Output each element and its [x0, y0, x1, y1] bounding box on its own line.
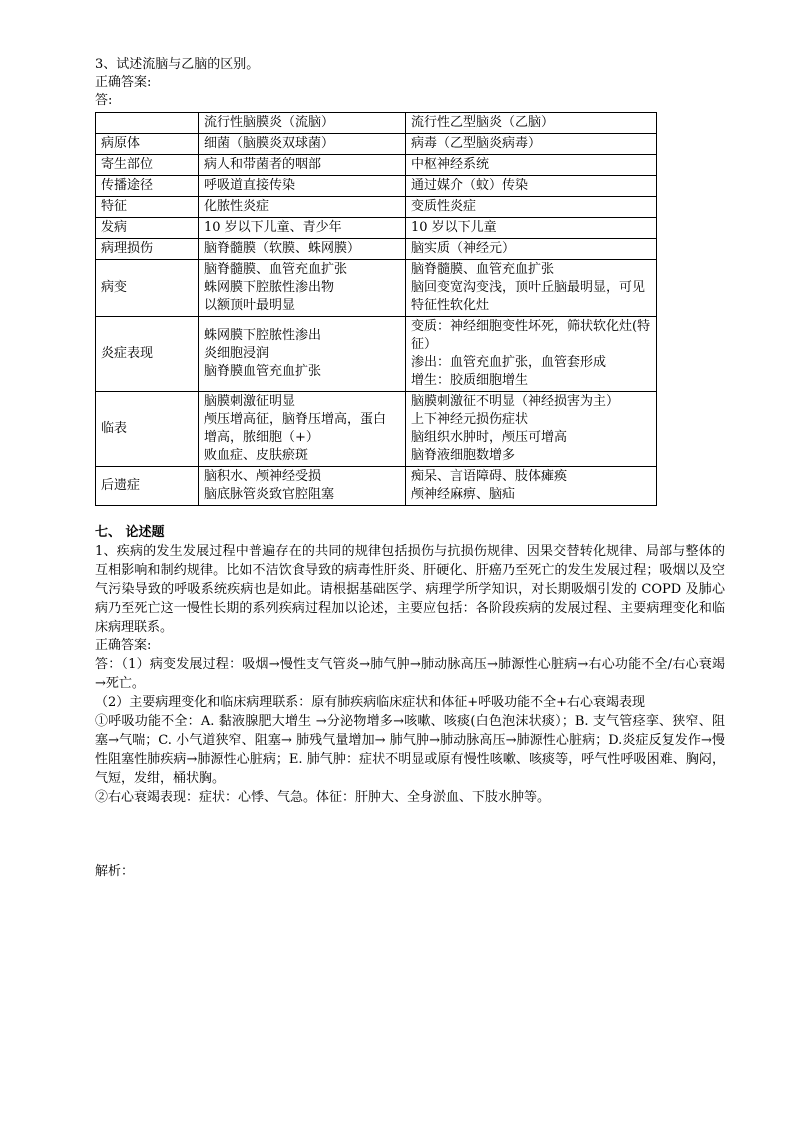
- row-label: 临表: [96, 392, 199, 467]
- cell-line: 脑脊髓膜（软膜、蛛网膜）: [204, 241, 361, 256]
- meningitis-cell: [199, 197, 406, 218]
- cell-line: 脑脊膜血管充血扩张: [204, 364, 322, 379]
- essay-answer-label: 正确答案:: [95, 638, 152, 653]
- answer-part-2: （2）主要病理变化和临床病理联系：原有肺疾病临床症状和体征+呼吸功能不全+右心衰竭表现: [95, 695, 646, 710]
- cell-line: 通过媒介（蚊）传染: [411, 178, 529, 193]
- row-label: 病理损伤: [96, 239, 199, 260]
- cell-line: 脑回变宽沟变浅，顶叶丘脑最明显，可见: [411, 280, 646, 295]
- comparison-table: [95, 112, 657, 506]
- answer-part-3: ①呼吸功能不全：A. 黏液腺肥大增生 →分泌物增多→咳嗽、咳痰(白色泡沫状痰）；B. 支气管痉挛、狭窄、阻塞→气喘；C. 小气道狭窄、阻塞→ 肺残气量增加→ 肺气肿→肺动脉高压→肺源性心脏病；D.炎症反复发作→慢性阻塞性肺疾病→肺源性心脏病；E. 肺气肿：症状不明显或原有慢性咳嗽、咳痰等，呼气性呼吸困难、胸闷，气短，发绀，桶状胸。: [95, 714, 725, 786]
- cell-line: 炎细胞浸润: [204, 346, 270, 361]
- cell-line: 蛛网膜下腔脓性渗出: [204, 328, 322, 343]
- cell-line: 蛛网膜下腔脓性渗出物: [204, 280, 335, 295]
- row-label: 后遗症: [96, 467, 199, 506]
- encephalitis-cell: [406, 392, 657, 467]
- meningitis-cell: [199, 218, 406, 239]
- cell-line: 以额顶叶最明显: [204, 298, 296, 313]
- cell-line: 脑膜刺激征明显: [204, 394, 296, 409]
- table-header-row: [96, 113, 657, 134]
- encephalitis-cell: [406, 134, 657, 155]
- meningitis-cell: [199, 134, 406, 155]
- question-3: 3、试述流脑与乙脑的区别。: [95, 57, 260, 72]
- meningitis-cell: [199, 260, 406, 317]
- cell-line: 脑膜刺激征不明显（神经损害为主）: [411, 394, 620, 409]
- cell-line: 败血症、皮肤瘀斑: [204, 448, 309, 463]
- table-row: [96, 155, 657, 176]
- meningitis-cell: [199, 467, 406, 506]
- analysis-label: 解析：: [95, 864, 135, 879]
- cell-line: 上下神经元损伤症状: [411, 412, 529, 427]
- da-label: 答:: [95, 93, 113, 108]
- table-header-cell: 流行性脑膜炎（流脑）: [199, 113, 406, 134]
- meningitis-cell: [199, 392, 406, 467]
- cell-line: 10 岁以下儿童、青少年: [204, 220, 342, 235]
- cell-line: 颅神经麻痹、脑疝: [411, 487, 516, 502]
- meningitis-cell: [199, 155, 406, 176]
- table-header-cell: 流行性乙型脑炎（乙脑）: [406, 113, 657, 134]
- cell-line: 痴呆、言语障碍、肢体瘫痪: [411, 469, 568, 484]
- cell-line: 增生：胶质细胞增生: [411, 373, 529, 388]
- row-label: 病原体: [96, 134, 199, 155]
- table-row: [96, 467, 657, 506]
- encephalitis-cell: [406, 155, 657, 176]
- encephalitis-cell: [406, 176, 657, 197]
- row-label: 发病: [96, 218, 199, 239]
- cell-line: 脑脊液细胞数增多: [411, 448, 516, 463]
- cell-line: 病毒（乙型脑炎病毒）: [411, 136, 542, 151]
- cell-line: 脑积水、颅神经受损: [204, 469, 322, 484]
- cell-line: 呼吸道直接传染: [204, 178, 296, 193]
- row-label: 特征: [96, 197, 199, 218]
- cell-line: 特征性软化灶: [411, 298, 490, 313]
- row-label: 炎症表现: [96, 317, 199, 392]
- cell-line: 脑脊髓膜、血管充血扩张: [411, 262, 555, 277]
- cell-line: 10 岁以下儿童: [411, 220, 497, 235]
- table-row: [96, 197, 657, 218]
- cell-line: 征）: [411, 337, 438, 352]
- row-label: 传播途径: [96, 176, 199, 197]
- cell-line: 脑实质（神经元）: [411, 241, 516, 256]
- table-row: [96, 392, 657, 467]
- encephalitis-cell: [406, 197, 657, 218]
- cell-line: 脑脊髓膜、血管充血扩张: [204, 262, 348, 277]
- meningitis-cell: [199, 176, 406, 197]
- essay-question: 1、疾病的发生发展过程中普遍存在的共同的规律包括损伤与抗损伤规律、因果交替转化规律、局部与整体的互相影响和制约规律。比如不洁饮食导致的病毒性肝炎、肝硬化、肝癌乃至死亡的发生发展过程；吸烟以及空气污染导致的呼吸系统疾病也是如此。请根据基础医学、病理学所学知识，对长期吸烟引发的 COPD 及肺心病乃至死亡这一慢性长期的系列疾病过程加以论述，主要应包括：各阶段疾病的发展过程、主要病理变化和临床病理联系。: [95, 544, 725, 635]
- table-row: [96, 134, 657, 155]
- document-page: [95, 56, 725, 881]
- table-row: [96, 218, 657, 239]
- cell-line: 增高，脓细胞（+）: [204, 430, 319, 445]
- encephalitis-cell: [406, 317, 657, 392]
- cell-line: 细菌（脑膜炎双球菌）: [204, 136, 335, 151]
- answer-label: 正确答案:: [95, 75, 152, 90]
- cell-line: 渗出：血管充血扩张，血管套形成: [411, 355, 607, 370]
- cell-line: 脑底脉管炎致官腔阻塞: [204, 487, 335, 502]
- table-row: [96, 239, 657, 260]
- row-label: 病变: [96, 260, 199, 317]
- cell-line: 化脓性炎症: [204, 199, 270, 214]
- table-row: [96, 260, 657, 317]
- encephalitis-cell: [406, 218, 657, 239]
- meningitis-cell: [199, 239, 406, 260]
- cell-line: 变质性炎症: [411, 199, 477, 214]
- table-header-cell: [96, 113, 199, 134]
- meningitis-cell: [199, 317, 406, 392]
- cell-line: 颅压增高征，脑脊压增高，蛋白: [204, 412, 387, 427]
- section-title: 七、 论述题: [95, 525, 165, 540]
- table-row: [96, 317, 657, 392]
- encephalitis-cell: [406, 260, 657, 317]
- cell-line: 变质：神经细胞变性坏死，筛状软化灶(特: [411, 319, 651, 334]
- encephalitis-cell: [406, 467, 657, 506]
- table-row: [96, 176, 657, 197]
- encephalitis-cell: [406, 239, 657, 260]
- cell-line: 病人和带菌者的咽部: [204, 157, 322, 172]
- cell-line: 脑组织水肿时，颅压可增高: [411, 430, 568, 445]
- answer-part-4: ②右心衰竭表现：症状：心悸、气急。体征：肝肿大、全身淤血、下肢水肿等。: [95, 790, 551, 805]
- row-label: 寄生部位: [96, 155, 199, 176]
- answer-part-1: 答：（1）病变发展过程：吸烟→慢性支气管炎→肺气肿→肺动脉高压→肺源性心脏病→右心功能不全/右心衰竭→死亡。: [95, 657, 725, 691]
- cell-line: 中枢神经系统: [411, 157, 490, 172]
